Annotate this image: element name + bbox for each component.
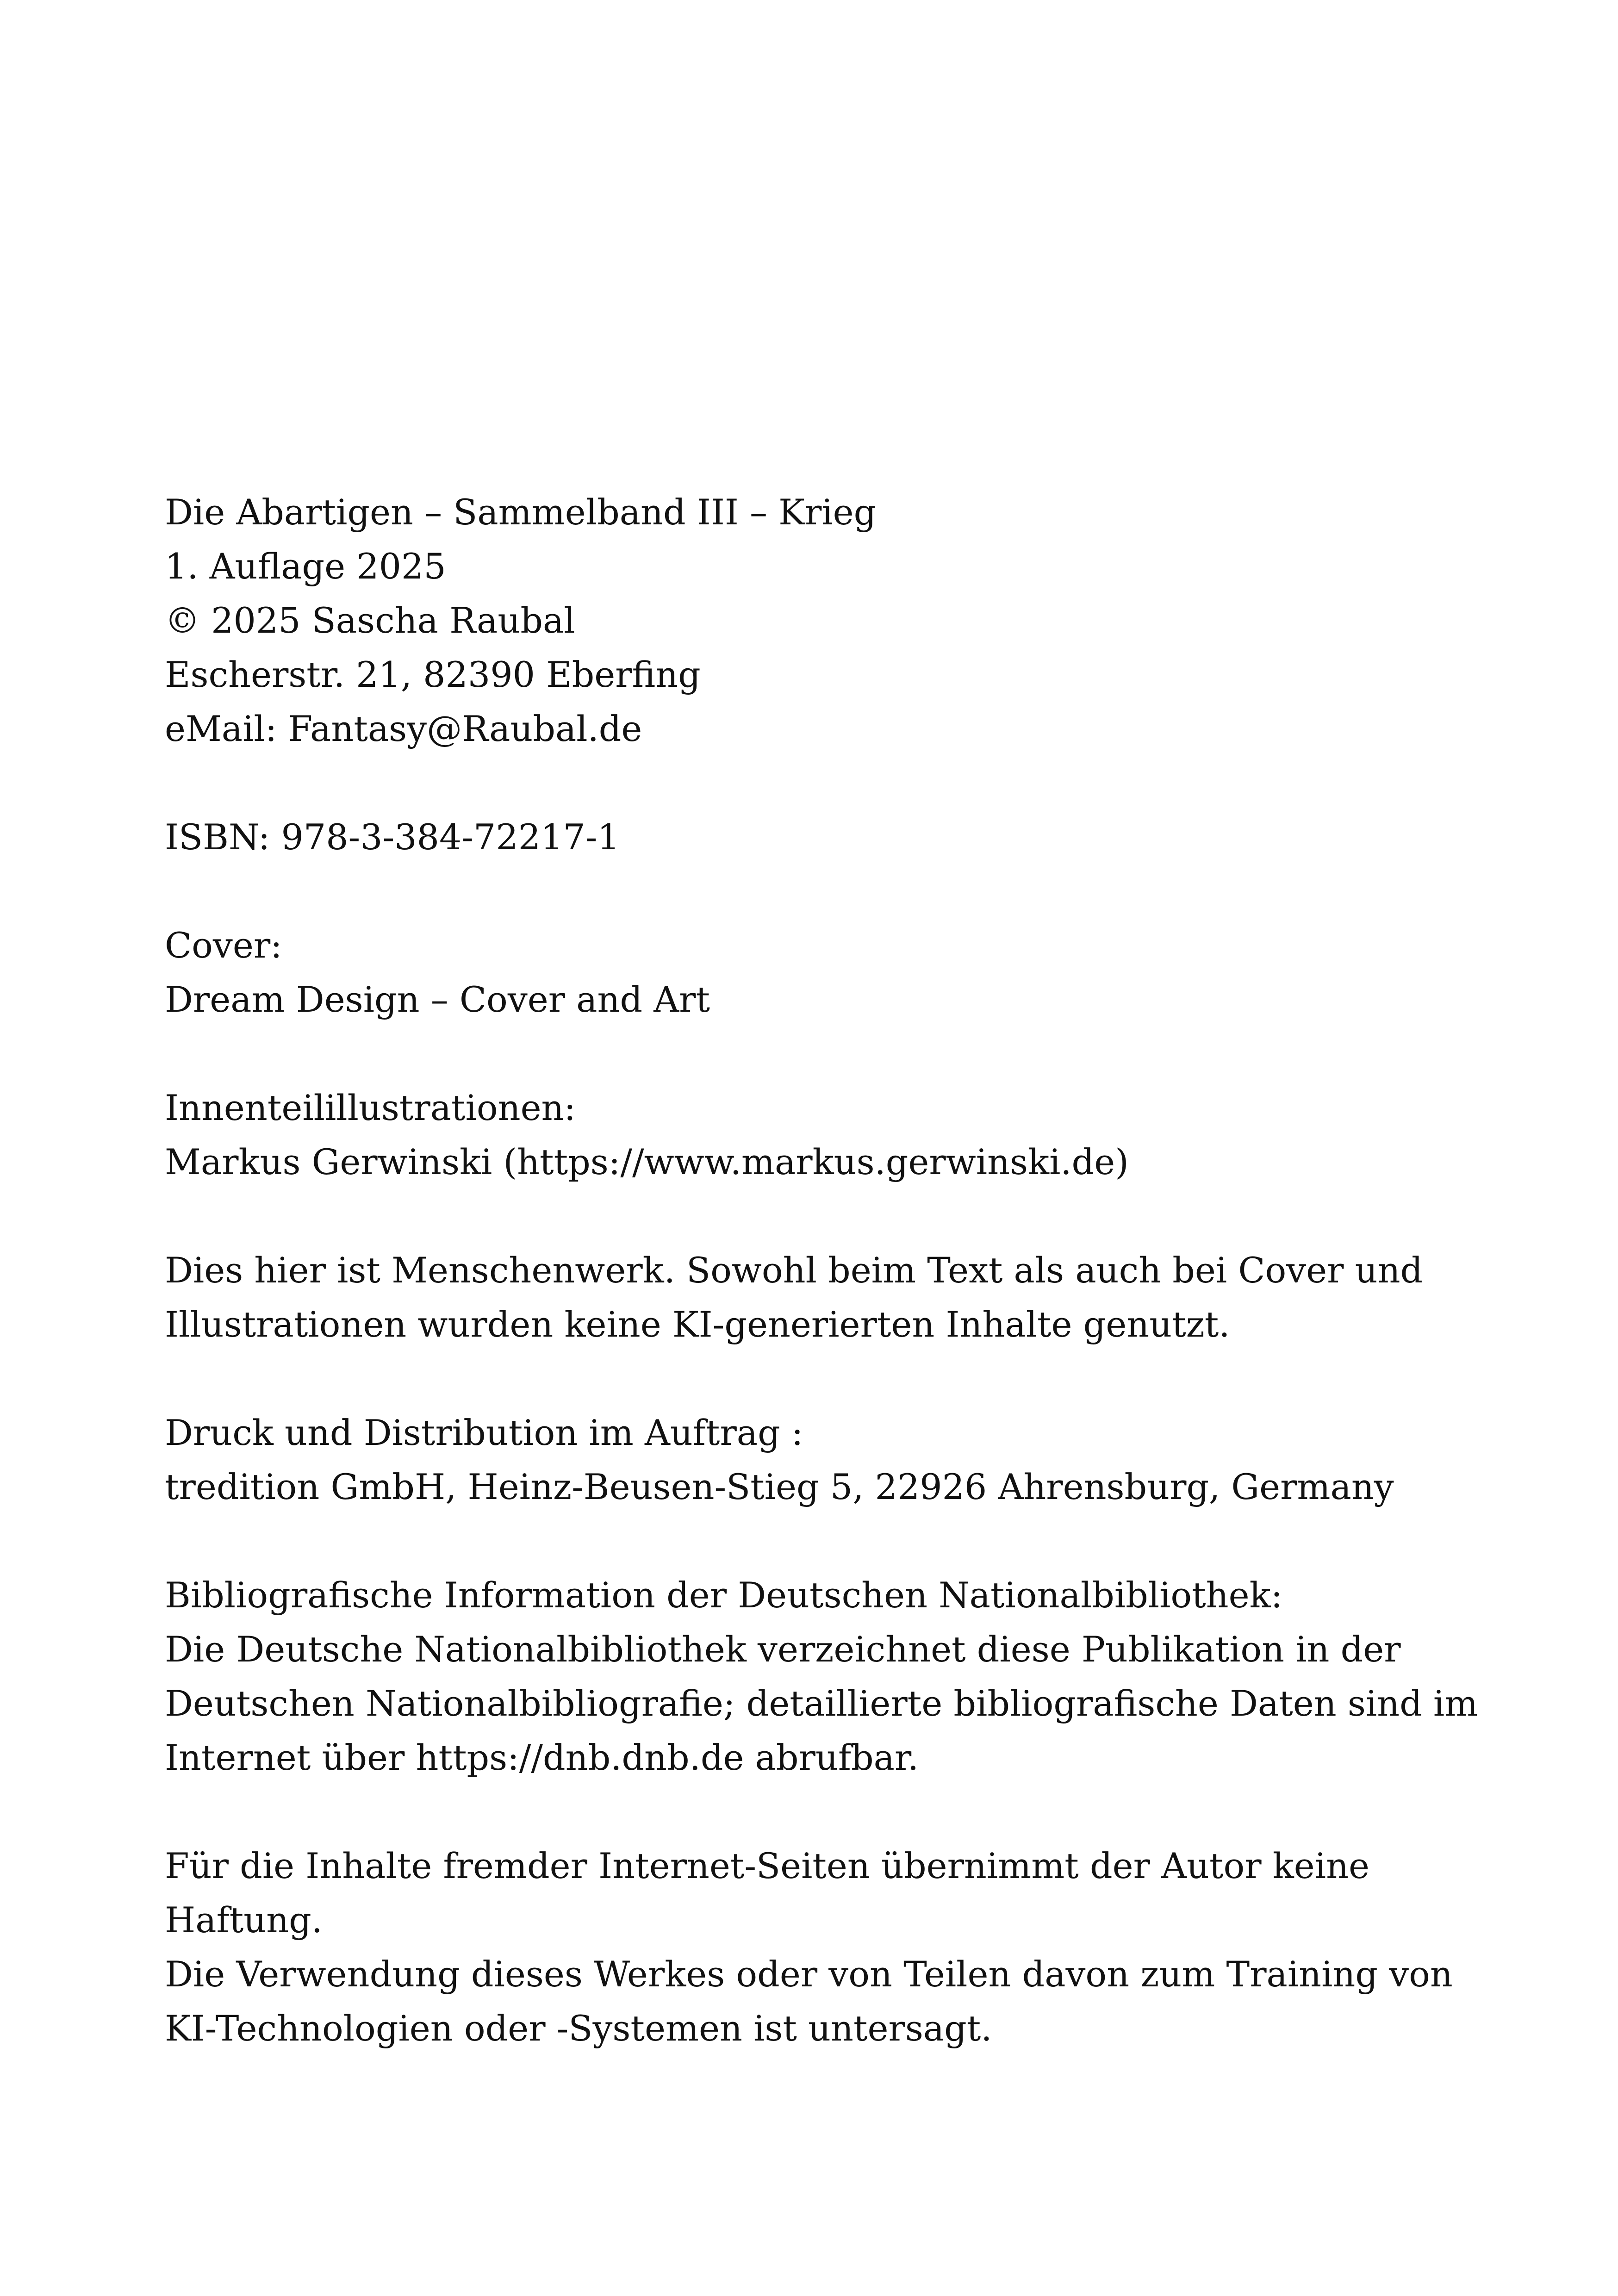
human-work-line-1: Dies hier ist Menschenwerk. Sowohl beim Text als auch bei Cover und	[165, 1250, 1423, 1291]
spacer	[165, 864, 1461, 918]
dnb-line-1: Bibliografische Information der Deutschen Nationalbibliothek:	[165, 1574, 1283, 1616]
spacer	[165, 1351, 1461, 1406]
illustrations-credit-block	[165, 1081, 1461, 1189]
cover-credit: Dream Design – Cover and Art	[165, 979, 710, 1020]
dnb-line-2: Die Deutsche Nationalbibliothek verzeichnet diese Publikation in der	[165, 1629, 1401, 1670]
email-line: eMail: Fantasy@Raubal.de	[165, 708, 642, 749]
spacer	[165, 756, 1461, 810]
isbn-block	[165, 810, 1461, 864]
cover-credit-block	[165, 918, 1461, 1027]
isbn-line: ISBN: 978-3-384-72217-1	[165, 816, 620, 858]
liability-line-2: Haftung.	[165, 1899, 323, 1941]
ai-training-line-1: Die Verwendung dieses Werkes oder von Teilen davon zum Training von	[165, 1954, 1453, 1995]
legal-notice	[165, 1839, 1461, 2055]
dnb-line-4: Internet über https://dnb.dnb.de abrufbar.	[165, 1737, 919, 1778]
dnb-line-3: Deutschen Nationalbibliografie; detaillierte bibliografische Daten sind im	[165, 1683, 1478, 1724]
spacer	[165, 1027, 1461, 1081]
illustrations-credit: Markus Gerwinski (https://www.markus.gerwinski.de)	[165, 1141, 1129, 1182]
dnb-notice	[165, 1568, 1478, 1785]
print-label: Druck und Distribution im Auftrag :	[165, 1412, 803, 1453]
ai-training-line-2: KI-Technologien oder -Systemen ist untersagt.	[165, 2008, 992, 2049]
address-line: Escherstr. 21, 82390 Eberfing	[165, 654, 701, 695]
liability-line-1: Für die Inhalte fremder Internet-Seiten übernimmt der Autor keine	[165, 1845, 1369, 1886]
copyright-line: © 2025 Sascha Raubal	[165, 600, 575, 641]
print-distribution-block	[165, 1406, 1461, 1514]
publication-info-block	[165, 485, 1461, 756]
spacer	[165, 1189, 1461, 1243]
book-title-line: Die Abartigen – Sammelband III – Krieg	[165, 492, 877, 533]
imprint-text	[165, 485, 1478, 2055]
human-work-notice	[165, 1243, 1461, 1351]
illustrations-label: Innenteilillustrationen:	[165, 1087, 576, 1128]
human-work-line-2: Illustrationen wurden keine KI-generierten Inhalte genutzt.	[165, 1304, 1230, 1345]
print-distributor: tredition GmbH, Heinz-Beusen-Stieg 5, 22926 Ahrensburg, Germany	[165, 1466, 1394, 1507]
spacer	[165, 1785, 1461, 1839]
spacer	[165, 1514, 1461, 1568]
edition-line: 1. Auflage 2025	[165, 546, 446, 587]
cover-label: Cover:	[165, 925, 282, 966]
